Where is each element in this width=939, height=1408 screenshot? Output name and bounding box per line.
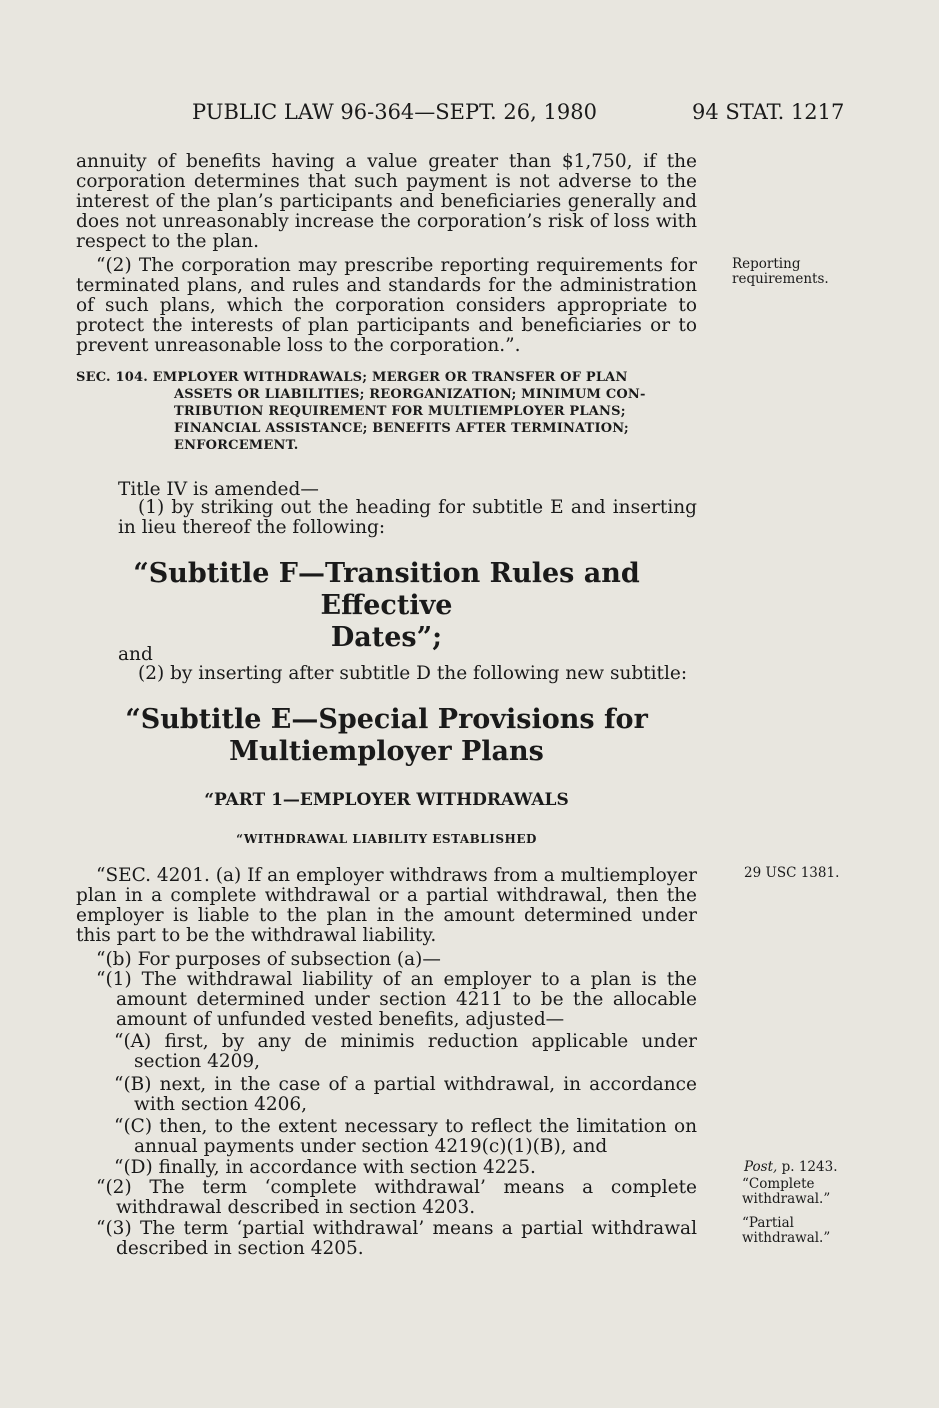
section-4201-b: “(b) For purposes of subsection (a)— — [96, 949, 441, 970]
amend-intro: Title IV is amended— — [118, 479, 319, 500]
amend-item-2: (2) by inserting after subtitle D the following new subtitle: — [138, 663, 688, 684]
section-104-line: ENFORCEMENT. — [174, 438, 299, 453]
amend-and: and — [118, 644, 153, 665]
subtitle-e-line: Multiemployer Plans — [229, 736, 544, 767]
subtitle-e-heading — [76, 704, 697, 768]
subtitle-e-line: “Subtitle E—Special Provisions for — [125, 704, 648, 735]
margin-note-partial: “Partial withdrawal.” — [742, 1215, 831, 1246]
section-4201-a: “SEC. 4201. (a) If an employer withdraws from a multiemployer plan in a complete withdrawal or a partial withdrawal, then the employer is liable to the plan in the amount determined under this part to be the withdrawal liability. — [76, 865, 697, 946]
margin-note-post — [744, 1160, 864, 1175]
post-label: Post, — [744, 1159, 778, 1175]
margin-note-reporting: Reporting requirements. — [732, 256, 829, 287]
section-4201-b1-D: “(D) finally, in accordance with section 4225. — [114, 1157, 536, 1178]
section-4201-b1-C: “(C) then, to the extent necessary to reflect the limitation on annual payments under section 4219(c)(1)(B), and — [114, 1116, 697, 1157]
section-4201-b2: “(2) The term ‘complete withdrawal’ means a complete withdrawal described in section 4203. — [96, 1177, 697, 1218]
page-header-stat: 94 STAT. 1217 — [692, 100, 845, 124]
section-4201-b1-B: “(B) next, in the case of a partial withdrawal, in accordance with section 4206, — [114, 1074, 697, 1115]
page-header-title: PUBLIC LAW 96-364—SEPT. 26, 1980 — [192, 100, 597, 124]
post-page: p. 1243. — [781, 1159, 838, 1175]
amend-item-1: (1) by striking out the heading for subtitle E and inserting in lieu thereof the following: — [118, 497, 697, 538]
margin-note-usc: 29 USC 1381. — [744, 865, 840, 881]
subtitle-f-heading — [76, 558, 697, 654]
section-104-line: FINANCIAL ASSISTANCE; BENEFITS AFTER TERMINATION; — [174, 421, 629, 436]
withdrawal-liability-heading: “WITHDRAWAL LIABILITY ESTABLISHED — [236, 832, 537, 846]
part-1-heading: “PART 1—EMPLOYER WITHDRAWALS — [204, 790, 569, 810]
subtitle-f-line: Dates”; — [330, 622, 443, 653]
section-104-heading — [76, 369, 697, 454]
section-104-line: ASSETS OR LIABILITIES; REORGANIZATION; MINIMUM CON- — [174, 387, 646, 402]
section-4201-b1-A: “(A) first, by any de minimis reduction applicable under section 4209, — [114, 1031, 697, 1072]
section-4201-b1: “(1) The withdrawal liability of an employer to a plan is the amount determined under section 4211 to be the allocable amount of unfunded vested benefits, adjusted— — [96, 969, 697, 1030]
section-4201-b3: “(3) The term ‘partial withdrawal’ means a partial withdrawal described in section 4205. — [96, 1218, 697, 1259]
paragraph-annuity: annuity of benefits having a value greater than $1,750, if the corporation determines that such payment is not adverse to the interest of the plan’s participants and beneficiaries generally and does not unreasonably increase the corporation’s risk of loss with respect to the plan. — [76, 151, 697, 252]
paragraph-reporting: “(2) The corporation may prescribe reporting requirements for terminated plans, and rules and standards for the administration of such plans, which the corporation considers appropriate to protect the interests of plan participants and beneficiaries or to prevent unreasonable loss to the corporation.”. — [76, 255, 697, 356]
section-104-line: TRIBUTION REQUIREMENT FOR MULTIEMPLOYER PLANS; — [174, 404, 626, 419]
margin-note-complete: “Complete withdrawal.” — [742, 1176, 831, 1207]
subtitle-f-line: “Subtitle F—Transition Rules and Effective — [133, 558, 640, 621]
section-104-line: SEC. 104. EMPLOYER WITHDRAWALS; MERGER OR TRANSFER OF PLAN — [76, 370, 628, 385]
